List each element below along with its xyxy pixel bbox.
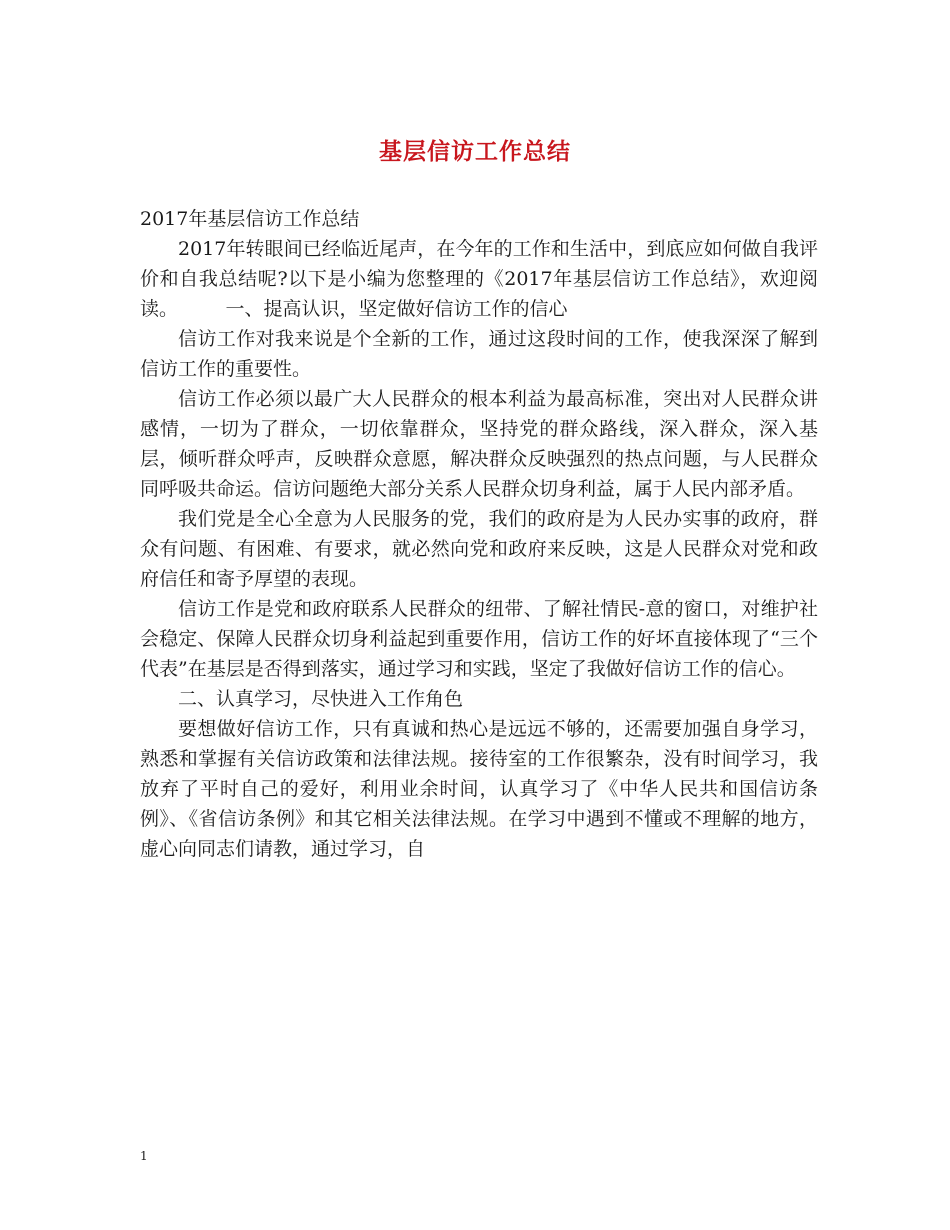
paragraph-1: 2017年转眼间已经临近尾声，在今年的工作和生活中，到底应如何做自我评价和自我总结呢?以下是小编为您整理的《2017年基层信访工作总结》，欢迎阅读。 一、提高认识，坚定做好信访工作的信心 — [140, 238, 818, 320]
paragraph-4: 我们党是全心全意为人民服务的党，我们的政府是为人民办实事的政府，群众有问题、有困难、有要求，就必然向党和政府来反映，这是人民群众对党和政府信任和寄予厚望的表现。 — [140, 508, 818, 590]
document-body — [140, 204, 818, 864]
paragraph-5: 信访工作是党和政府联系人民群众的纽带、了解社情民-意的窗口，对维护社会稳定、保障人民群众切身利益起到重要作用，信访工作的好坏直接体现了“三个代表”在基层是否得到落实，通过学习和实践，坚定了我做好信访工作的信心。 — [140, 598, 818, 680]
document-subtitle: 2017年基层信访工作总结 — [140, 208, 360, 230]
paragraph-2: 信访工作对我来说是个全新的工作，通过这段时间的工作，使我深深了解到信访工作的重要性。 — [140, 328, 818, 380]
paragraph-6: 要想做好信访工作，只有真诚和热心是远远不够的，还需要加强自身学习，熟悉和掌握有关信访政策和法律法规。接待室的工作很繁杂，没有时间学习，我放弃了平时自己的爱好，利用业余时间，认真学习了《中华人民共和国信访条例》、《省信访条例》和其它相关法律法规。在学习中遇到不懂或不理解的地方，虚心向同志们请教，通过学习，自 — [140, 718, 818, 860]
section-heading-2: 二、认真学习，尽快进入工作角色 — [178, 688, 464, 710]
paragraph-3: 信访工作必须以最广大人民群众的根本利益为最高标准，突出对人民群众讲感情，一切为了群众，一切依靠群众，坚持党的群众路线，深入群众，深入基层，倾听群众呼声，反映群众意愿，解决群众反映强烈的热点问题，与人民群众同呼吸共命运。信访问题绝大部分关系人民群众切身利益，属于人民内部矛盾。 — [140, 388, 818, 500]
document-title: 基层信访工作总结 — [379, 138, 571, 165]
page-number: 1 — [140, 1149, 148, 1163]
